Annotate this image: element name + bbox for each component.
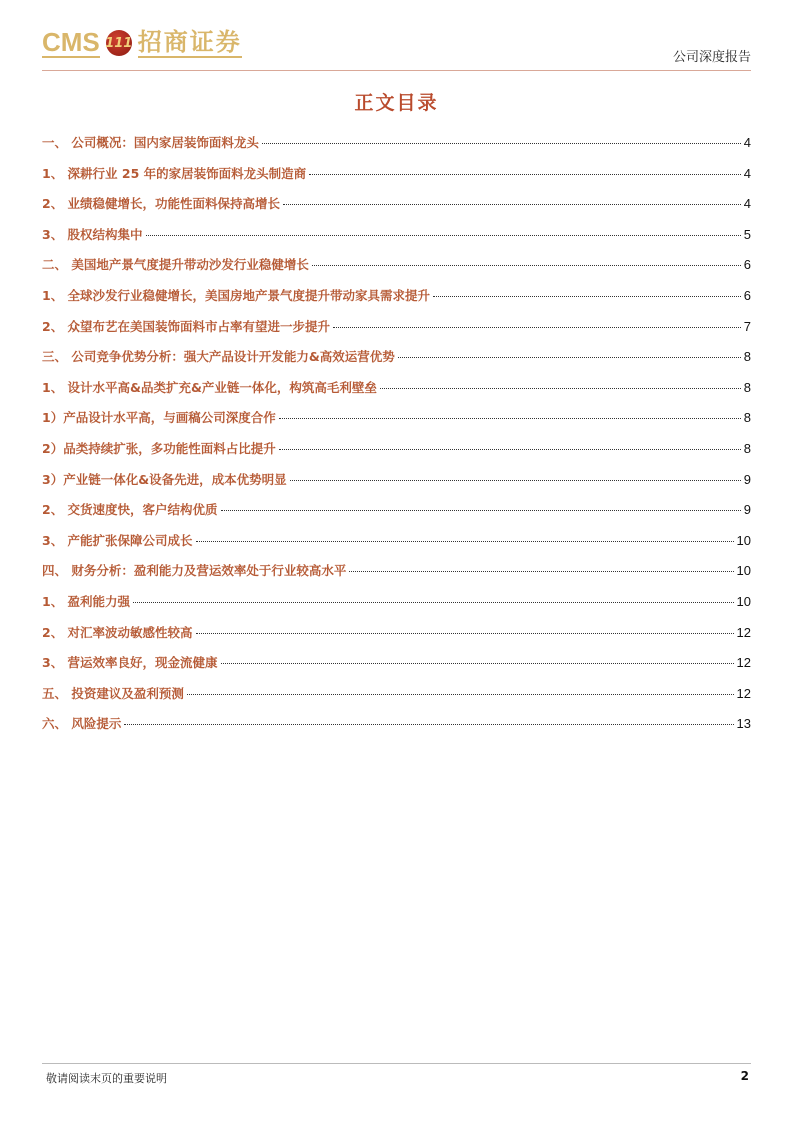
toc-entry-label: 1、 设计水平高&品类扩充&产业链一体化，构筑高毛利壁垒 <box>42 379 377 395</box>
toc-entry-page: 8 <box>743 379 751 395</box>
toc-leader-dots <box>124 724 733 725</box>
toc-entry[interactable] <box>42 714 751 745</box>
toc-leader-dots <box>196 633 734 634</box>
toc-entry[interactable] <box>42 378 751 409</box>
toc-entry-label: 3、 产能扩张保障公司成长 <box>42 532 193 548</box>
toc-entry[interactable] <box>42 561 751 592</box>
toc-leader-dots <box>221 663 734 664</box>
toc-leader-dots <box>283 204 741 205</box>
toc-entry[interactable] <box>42 439 751 470</box>
toc-entry[interactable] <box>42 623 751 654</box>
toc-leader-dots <box>146 235 741 236</box>
toc-entry[interactable] <box>42 347 751 378</box>
toc-entry-label: 1、 深耕行业 25 年的家居装饰面料龙头制造商 <box>42 165 307 181</box>
toc-entry-label: 1、 盈利能力强 <box>42 593 131 609</box>
toc-entry-label: 四、 财务分析：盈利能力及营运效率处于行业较高水平 <box>42 563 347 579</box>
toc-leader-dots <box>333 327 741 328</box>
toc-entry[interactable] <box>42 653 751 684</box>
toc-entry-label: 2、 业绩稳健增长，功能性面料保持高增长 <box>42 196 281 212</box>
toc-entry-page: 8 <box>743 349 751 365</box>
toc-entry-page: 12 <box>736 624 751 640</box>
toc-entry-page: 10 <box>736 532 751 548</box>
toc-entry[interactable] <box>42 225 751 256</box>
toc-leader-dots <box>133 602 733 603</box>
page-number: 2 <box>740 1069 749 1083</box>
toc-entry-label: 五、 投资建议及盈利预测 <box>42 685 184 701</box>
toc-entry[interactable] <box>42 133 751 164</box>
toc-entry[interactable] <box>42 500 751 531</box>
page-title: 正文目录 <box>354 92 439 114</box>
toc-entry[interactable] <box>42 592 751 623</box>
toc-entry-label: 3、 股权结构集中 <box>42 226 143 242</box>
toc-entry[interactable] <box>42 317 751 348</box>
toc-leader-dots <box>279 418 741 419</box>
toc-entry-label: 2、 对汇率波动敏感性较高 <box>42 624 193 640</box>
footer-note: 敬请阅读末页的重要说明 <box>46 1072 167 1085</box>
toc-entry-label: 二、 美国地产景气度提升带动沙发行业稳健增长 <box>42 257 309 273</box>
toc-leader-dots <box>349 571 733 572</box>
toc-entry-page: 7 <box>743 318 751 334</box>
toc-leader-dots <box>221 510 741 511</box>
toc-entry-label: 六、 风险提示 <box>42 716 122 732</box>
toc-entry-label: 2、 交货速度快，客户结构优质 <box>42 502 218 518</box>
header-divider <box>42 70 751 71</box>
cms-logo <box>42 28 242 58</box>
table-of-contents <box>42 133 751 745</box>
toc-entry-page: 8 <box>743 440 751 456</box>
toc-entry-label: 3）产业链一体化&设备先进，成本优势明显 <box>42 471 287 487</box>
toc-leader-dots <box>380 388 741 389</box>
toc-entry-page: 6 <box>743 287 751 303</box>
toc-entry[interactable] <box>42 194 751 225</box>
toc-entry-page: 4 <box>743 135 751 150</box>
toc-entry-page: 10 <box>736 593 751 609</box>
toc-entry-page: 5 <box>743 226 751 242</box>
toc-entry-page: 8 <box>743 410 751 426</box>
toc-leader-dots <box>262 143 741 144</box>
toc-entry-label: 1）产品设计水平高，与画稿公司深度合作 <box>42 410 276 426</box>
toc-entry-label: 2、 众望布艺在美国装饰面料市占率有望进一步提升 <box>42 318 331 334</box>
footer-divider <box>42 1063 751 1064</box>
toc-entry[interactable] <box>42 286 751 317</box>
toc-entry-label: 3、 营运效率良好，现金流健康 <box>42 655 218 671</box>
toc-leader-dots <box>279 449 741 450</box>
toc-entry-label: 1、 全球沙发行业稳健增长，美国房地产景气度提升带动家具需求提升 <box>42 287 431 303</box>
toc-entry[interactable] <box>42 408 751 439</box>
toc-entry-page: 12 <box>736 685 751 701</box>
report-type: 公司深度报告 <box>672 50 751 65</box>
toc-leader-dots <box>187 694 734 695</box>
logo-en: CMS <box>42 27 100 57</box>
toc-entry-page: 12 <box>736 655 751 671</box>
toc-entry-page: 9 <box>743 471 751 487</box>
toc-entry[interactable] <box>42 470 751 501</box>
toc-entry[interactable] <box>42 255 751 286</box>
toc-entry-label: 一、 公司概况：国内家居装饰面料龙头 <box>42 135 259 150</box>
toc-leader-dots <box>312 265 741 266</box>
logo-badge-icon: 111 <box>106 30 132 56</box>
toc-leader-dots <box>398 357 741 358</box>
toc-entry-page: 9 <box>743 502 751 518</box>
toc-entry-label: 2）品类持续扩张，多功能性面料占比提升 <box>42 440 276 456</box>
toc-leader-dots <box>433 296 741 297</box>
toc-leader-dots <box>196 541 734 542</box>
toc-entry-page: 4 <box>743 196 751 212</box>
toc-entry-page: 10 <box>736 563 751 579</box>
logo-cn: 招商证券 <box>137 28 242 56</box>
toc-leader-dots <box>290 480 741 481</box>
toc-entry-page: 13 <box>736 716 751 732</box>
toc-entry[interactable] <box>42 684 751 715</box>
toc-entry[interactable] <box>42 164 751 195</box>
toc-entry[interactable] <box>42 531 751 562</box>
toc-entry-page: 6 <box>743 257 751 273</box>
toc-entry-label: 三、 公司竞争优势分析：强大产品设计开发能力&高效运营优势 <box>42 349 395 365</box>
toc-leader-dots <box>309 174 741 175</box>
toc-entry-page: 4 <box>743 165 751 181</box>
